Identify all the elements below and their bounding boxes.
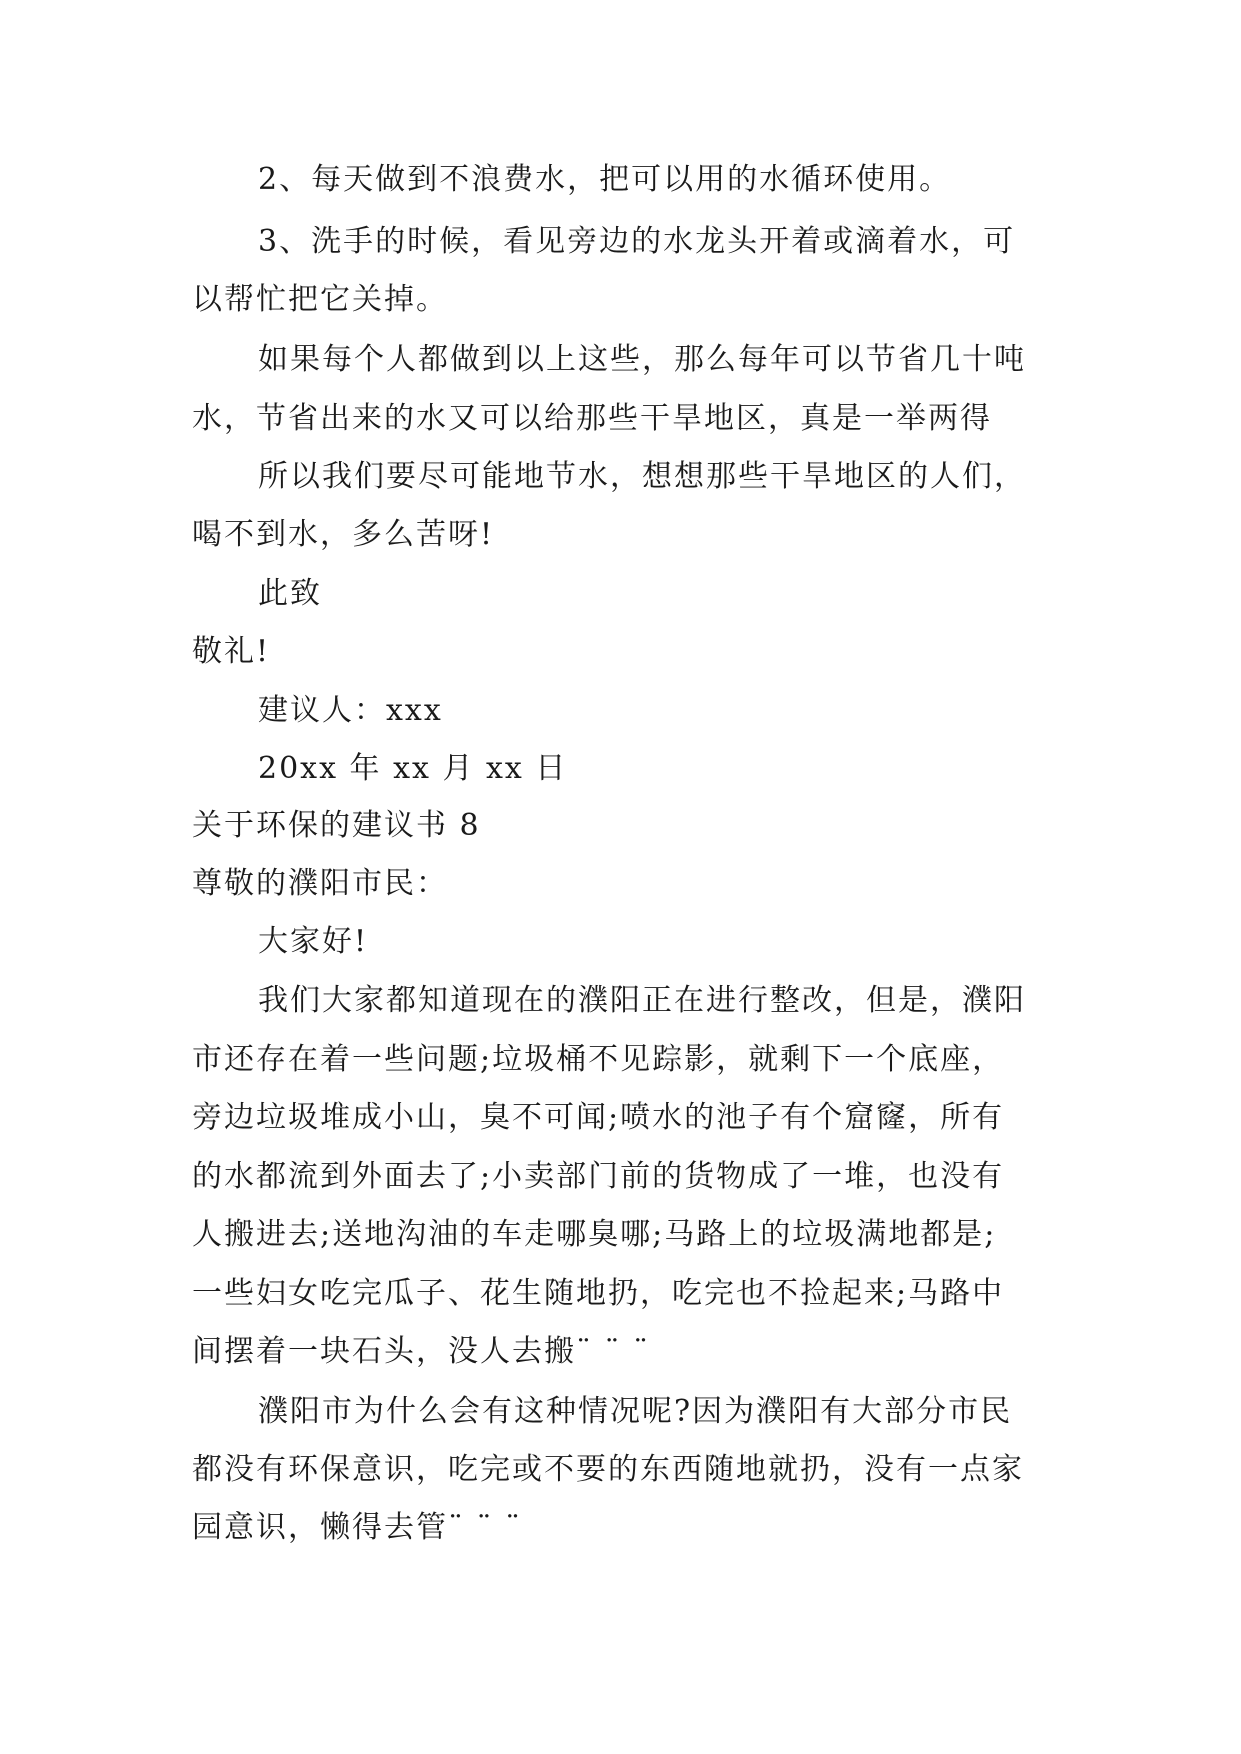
section-title: 关于环保的建议书 8 <box>192 808 481 843</box>
signature-line: 建议人：xxx <box>258 693 443 728</box>
paragraph-line: 水，节省出来的水又可以给那些干旱地区，真是一举两得 <box>192 401 992 436</box>
greeting-line: 大家好! <box>258 924 369 959</box>
paragraph-line: 间摆着一块石头，没人去搬¨ ¨ ¨ <box>192 1334 651 1369</box>
greeting-line: 尊敬的濮阳市民： <box>192 866 448 901</box>
paragraph-line: 人搬进去;送地沟油的车走哪臭哪;马路上的垃圾满地都是; <box>192 1217 997 1252</box>
paragraph-line: 所以我们要尽可能地节水，想想那些干旱地区的人们， <box>258 459 1026 494</box>
closing-salutation: 此致 <box>258 576 322 611</box>
paragraph-line: 喝不到水，多么苦呀! <box>192 517 495 552</box>
paragraph-line: 一些妇女吃完瓜子、花生随地扔，吃完也不捡起来;马路中 <box>192 1276 1005 1311</box>
date-line: 20xx 年 xx 月 xx 日 <box>258 751 568 786</box>
paragraph-line: 园意识，懒得去管¨ ¨ ¨ <box>192 1510 523 1545</box>
paragraph-line: 以帮忙把它关掉。 <box>192 282 448 317</box>
paragraph-line: 如果每个人都做到以上这些，那么每年可以节省几十吨 <box>258 342 1026 377</box>
paragraph-line: 2、每天做到不浪费水，把可以用的水循环使用。 <box>258 162 952 197</box>
paragraph-line: 旁边垃圾堆成小山，臭不可闻;喷水的池子有个窟窿，所有 <box>192 1100 1005 1135</box>
paragraph-line: 市还存在着一些问题;垃圾桶不见踪影，就剩下一个底座， <box>192 1042 1005 1077</box>
paragraph-line: 都没有环保意识，吃完或不要的东西随地就扔，没有一点家 <box>192 1452 1024 1487</box>
paragraph-line: 我们大家都知道现在的濮阳正在进行整改，但是，濮阳 <box>258 983 1026 1018</box>
closing-respect: 敬礼! <box>192 634 271 669</box>
paragraph-line: 濮阳市为什么会有这种情况呢?因为濮阳有大部分市民 <box>258 1394 1013 1429</box>
paragraph-line: 的水都流到外面去了;小卖部门前的货物成了一堆，也没有 <box>192 1159 1005 1194</box>
paragraph-line: 3、洗手的时候，看见旁边的水龙头开着或滴着水，可 <box>258 224 1016 259</box>
